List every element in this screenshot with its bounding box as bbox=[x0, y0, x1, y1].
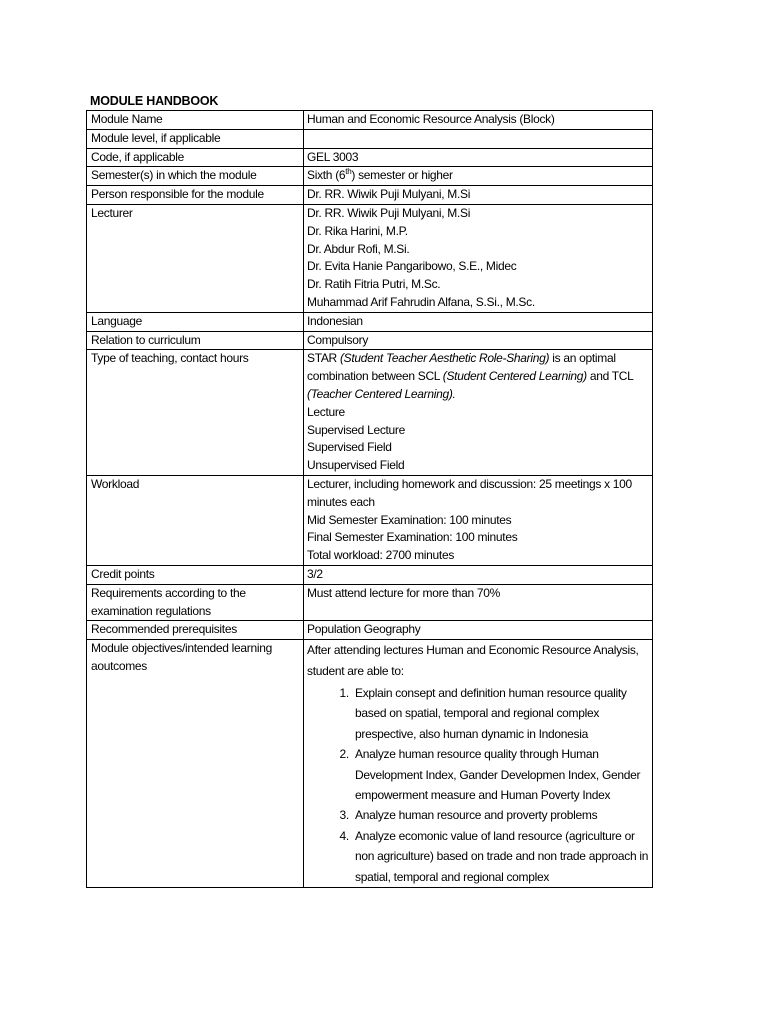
semester-post: ) semester or higher bbox=[351, 168, 453, 183]
teaching-item-4: Unsupervised Field bbox=[307, 458, 405, 473]
table-row-teaching bbox=[87, 350, 653, 476]
teaching-star-c: is an optimal combination between SCL bbox=[307, 351, 616, 384]
value-requirements: Must attend lecture for more than 70% bbox=[304, 584, 653, 621]
value-module-level bbox=[304, 129, 653, 148]
table-row-code bbox=[87, 148, 653, 167]
value-prereq: Population Geography bbox=[304, 621, 653, 640]
workload-2: Mid Semester Examination: 100 minutes bbox=[307, 512, 512, 527]
teaching-star-d: (Student Centered Learning) bbox=[442, 369, 587, 384]
list-item: 3. Analyze human resource and proverty problems bbox=[352, 805, 649, 825]
list-item: 4. Analyze ecomonic value of land resource (agriculture or non agriculture) based on trade and non trade approach in spatial, temporal and regional complex bbox=[352, 826, 649, 887]
table-row-prereq bbox=[87, 621, 653, 640]
value-workload bbox=[304, 475, 653, 565]
module-handbook-page bbox=[86, 93, 652, 888]
value-semester bbox=[304, 167, 653, 186]
table-row-workload bbox=[87, 475, 653, 565]
value-teaching bbox=[304, 350, 653, 476]
objectives-list bbox=[307, 683, 649, 887]
table-row-relation bbox=[87, 331, 653, 350]
teaching-star-f: (Teacher Centered Learning). bbox=[307, 386, 456, 401]
table-row-language bbox=[87, 312, 653, 331]
label-semester: Semester(s) in which the module bbox=[87, 167, 304, 186]
label-language: Language bbox=[87, 312, 304, 331]
value-objectives bbox=[304, 640, 653, 888]
lecturer-1: Dr. RR. Wiwik Puji Mulyani, M.Si bbox=[307, 205, 471, 220]
teaching-item-3: Supervised Field bbox=[307, 440, 392, 455]
value-module-name: Human and Economic Resource Analysis (Block) bbox=[304, 111, 653, 130]
table-row-module-name bbox=[87, 111, 653, 130]
label-relation: Relation to curriculum bbox=[87, 331, 304, 350]
teaching-item-1: Lecture bbox=[307, 404, 345, 419]
label-workload: Workload bbox=[87, 475, 304, 565]
semester-pre: Sixth (6 bbox=[307, 168, 346, 183]
value-lecturer bbox=[304, 204, 653, 312]
table-row-person bbox=[87, 186, 653, 205]
lecturer-5: Dr. Ratih Fitria Putri, M.Sc. bbox=[307, 277, 441, 292]
value-person: Dr. RR. Wiwik Puji Mulyani, M.Si bbox=[304, 186, 653, 205]
table-row-requirements bbox=[87, 584, 653, 621]
table-row-objectives bbox=[87, 640, 653, 888]
objectives-intro: After attending lectures Human and Economic Resource Analysis, student are able to: bbox=[307, 643, 639, 678]
semester-sup: th bbox=[345, 167, 352, 177]
workload-4: Total workload: 2700 minutes bbox=[307, 548, 455, 563]
doc-title: MODULE HANDBOOK bbox=[90, 94, 219, 108]
list-item: 2. Analyze human resource quality through Human Development Index, Gander Developmen Index, Gender empowerment measure and Human Poverty Index bbox=[352, 744, 649, 805]
value-relation: Compulsory bbox=[304, 331, 653, 350]
list-item: 1. Explain consept and definition human resource quality based on spatial, temporal and regional complex prespective, also human dynamic in Indonesia bbox=[352, 683, 649, 744]
label-objectives: Module objectives/intended learning aoutcomes bbox=[87, 640, 304, 888]
teaching-star-b: (Student Teacher Aesthetic Role-Sharing) bbox=[339, 351, 550, 366]
lecturer-4: Dr. Evita Hanie Pangaribowo, S.E., Midec bbox=[307, 259, 517, 274]
label-module-name: Module Name bbox=[87, 111, 304, 130]
label-teaching: Type of teaching, contact hours bbox=[87, 350, 304, 476]
teaching-star-a: STAR bbox=[307, 351, 340, 366]
module-table bbox=[86, 110, 653, 888]
workload-3: Final Semester Examination: 100 minutes bbox=[307, 530, 518, 545]
value-language: Indonesian bbox=[304, 312, 653, 331]
label-lecturer: Lecturer bbox=[87, 204, 304, 312]
lecturer-6: Muhammad Arif Fahrudin Alfana, S.Si., M.Sc. bbox=[307, 294, 535, 309]
teaching-description bbox=[307, 350, 649, 403]
teaching-item-2: Supervised Lecture bbox=[307, 422, 405, 437]
label-person: Person responsible for the module bbox=[87, 186, 304, 205]
teaching-star-e: and TCL bbox=[586, 369, 634, 384]
table-row-module-level bbox=[87, 129, 653, 148]
label-requirements: Requirements according to the examination regulations bbox=[87, 584, 304, 621]
value-code: GEL 3003 bbox=[304, 148, 653, 167]
workload-1: Lecturer, including homework and discussion: 25 meetings x 100 minutes each bbox=[307, 476, 632, 509]
lecturer-2: Dr. Rika Harini, M.P. bbox=[307, 223, 408, 238]
lecturer-3: Dr. Abdur Rofi, M.Si. bbox=[307, 241, 410, 256]
value-credit: 3/2 bbox=[304, 565, 653, 584]
label-prereq: Recommended prerequisites bbox=[87, 621, 304, 640]
table-row-credit bbox=[87, 565, 653, 584]
label-module-level: Module level, if applicable bbox=[87, 129, 304, 148]
table-row-semester bbox=[87, 167, 653, 186]
label-code: Code, if applicable bbox=[87, 148, 304, 167]
label-credit: Credit points bbox=[87, 565, 304, 584]
table-row-lecturer bbox=[87, 204, 653, 312]
